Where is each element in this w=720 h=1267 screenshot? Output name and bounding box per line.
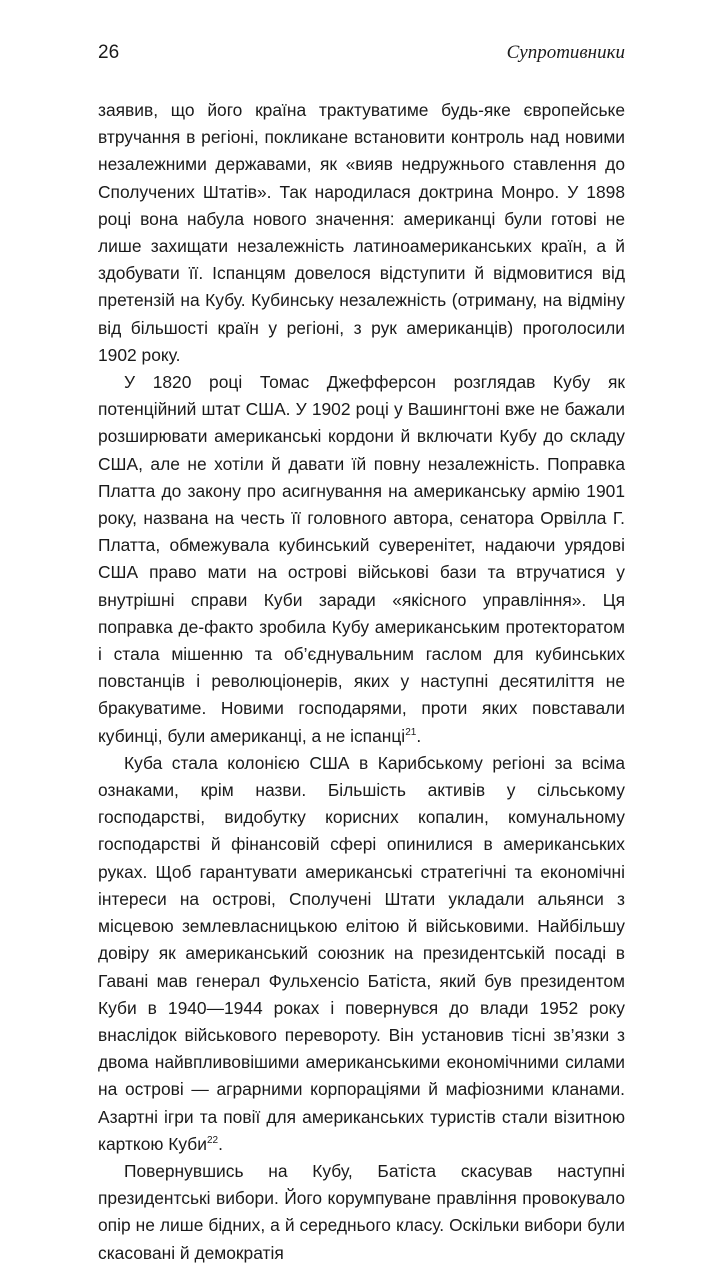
paragraph-text: заявив, що його країна трактуватиме будь-яке європейське втручання в регіоні, покликане встановити контроль над новими незалежними державами, як «вияв недружнього ставлення до Сполучених Штатів». Так народилася доктрина Монро. У 1898 році вона набула нового значення: американці були готові не лише захищати незалежність латиноамериканських країн, а й здобувати її. Іспанцям довелося відступити й відмовитися від претензій на Кубу. Кубинську незалежність (отриману, на відміну від більшості країн у регіоні, з рук американців) проголосили 1902 року. [98, 100, 625, 365]
running-title: Супротивники [506, 42, 625, 63]
body-text [98, 97, 625, 1267]
page-header [98, 42, 625, 72]
paragraph [98, 1158, 625, 1267]
paragraph: У 1820 році Томас Джефферсон розглядав Кубу як потенційний штат США. У 1902 році у Вашингтоні вже не бажали розширювати американські кордони й включати Кубу до складу США, але не хотіли й давати їй повну незалежність. Поправка Платта до закону про асигнування на американську армію 1901 року, названа на честь її головного автора, сенатора Орвілла Г. Платта, обмежувала кубинський суверенітет, надаючи урядові США право мати на острові військові бази та втручатися у внутрішні справи Куби заради «якісного управління». Ця поправка де-факто зробила Кубу американським протекторатом і стала мішенню та об’єднувальним гаслом для кубинських повстанців і революціонерів, яких у наступні десятиліття не бракуватиме. Новими господарями, проти яких повставали кубинці, були американці, а не іспанці$^{21}$. [98, 372, 625, 746]
paragraph [98, 97, 625, 369]
footnote-marker[interactable]: 22 [206, 1134, 219, 1146]
paragraph-text: Повернувшись на Кубу, Батіста скасував наступні президентські вибори. Його корумпуване правління провокувало опір не лише бідних, а й середнього класу. Оскільки вибори були скасовані й демократія [98, 1160, 625, 1263]
paragraph: Куба стала колонією США в Карибському регіоні за всіма ознаками, крім назви. Більшість активів у сільському господарстві, видобутку корисних копалин, комунальному господарстві й фінансовій сфері опинилися в американських руках. Щоб гарантувати американські стратегічні та економічні інтереси на острові, Сполучені Штати укладали альянси з місцевою землевласницькою елітою й військовими. Найбільшу довіру як американський союзник на президентській посаді в Гавані мав генерал Фульхенсіо Батіста, який був президентом Куби в 1940—1944 роках і повернувся до влади 1952 року внаслідок військового перевороту. Він установив тісні зв’язки з двома найвпливовішими американськими економічними силами на острові — аграрними корпораціями й мафіозними кланами. Азартні ігри та повії для американських туристів стали візитною карткою Куби$^{22}$. [98, 752, 625, 1154]
footnote-marker[interactable]: 21 [405, 726, 417, 738]
page-number: 26 [98, 42, 120, 63]
paragraph-text: Куба стала колонією США в Карибському регіоні за всіма ознаками, крім назви. Більшість активів у сільському господарстві, видобутку корисних копалин, комунальному господарстві й фінансовій сфері опинилися в американських руках. Щоб гарантувати американські стратегічні та економічні інтереси на острові, Сполучені Штати укладали альянси з місцевою землевласницькою елітою й військовими. Найбільшу довіру як американський союзник на президентській посаді в Гавані мав генерал Фульхенсіо Батіста, який був президентом Куби в 1940—1944 роках і повернувся до влади 1952 року внаслідок військового перевороту. Він установив тісні зв’язки з двома найвпливовішими американськими економічними силами на острові — аграрними корпораціями й мафіозними кланами. Азартні ігри та повії для американських туристів стали візитною карткою Куби [98, 752, 625, 1154]
paragraph-text: У 1820 році Томас Джефферсон розглядав Кубу як потенційний штат США. У 1902 році у Вашингтоні вже не бажали розширювати американські кордони й включати Кубу до складу США, але не хотіли й давати їй повну незалежність. Поправка Платта до закону про асигнування на американську армію 1901 року, названа на честь її головного автора, сенатора Орвілла Г. Платта, обмежувала кубинський суверенітет, надаючи урядові США право мати на острові військові бази та втручатися у внутрішні справи Куби заради «якісного управління». Ця поправка де-факто зробила Кубу американським протекторатом і стала мішенню та об’єднувальним гаслом для кубинських повстанців і революціонерів, яких у наступні десятиліття не бракуватиме. Новими господарями, проти яких повставали кубинці, були американці, а не іспанці [98, 372, 625, 746]
